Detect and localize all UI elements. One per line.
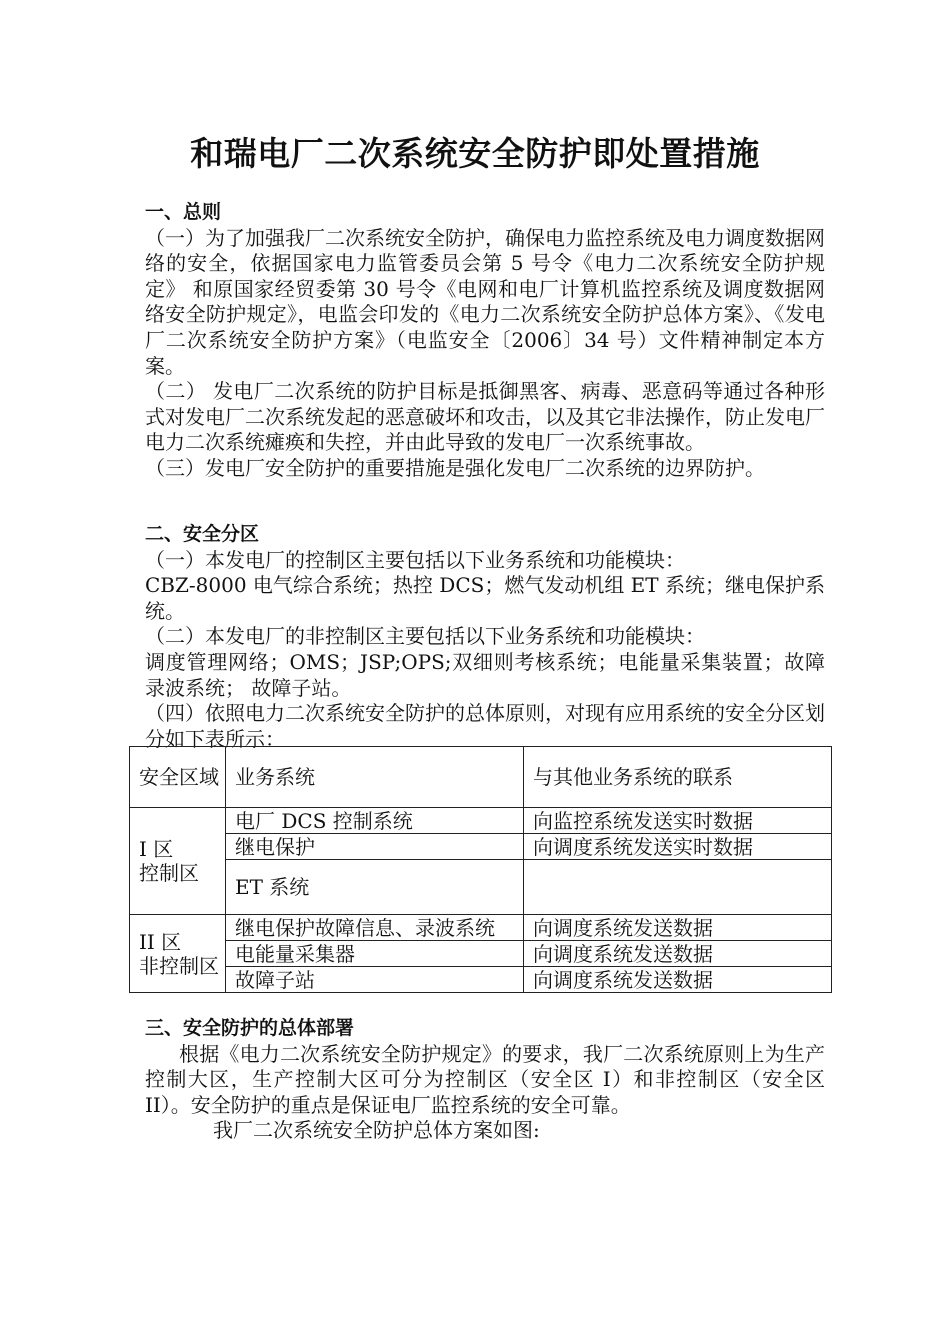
- table-row: [130, 860, 832, 915]
- paragraph: （二）本发电厂的非控制区主要包括以下业务系统和功能模块：: [145, 624, 705, 649]
- link-cell: 向调度系统发送数据: [524, 915, 832, 941]
- security-zone-table: [129, 746, 832, 993]
- paragraph: （四）依照电力二次系统安全防护的总体原则，对现有应用系统的安全分区划分如下表所示：: [145, 701, 825, 751]
- link-cell: 向调度系统发送数据: [524, 967, 832, 993]
- section-deployment: [145, 1016, 825, 1144]
- paragraph: （三）发电厂安全防护的重要措施是强化发电厂二次系统的边界防护。: [145, 455, 765, 480]
- system-cell: 继电保护: [226, 834, 524, 860]
- paragraph: 根据《电力二次系统安全防护规定》的要求，我厂二次系统原则上为生产控制大区，生产控制大区可分为控制区（安全区 I）和非控制区（安全区 II）。安全防护的重点是保证电厂监控系统的安全可靠。: [145, 1041, 825, 1117]
- zone-name: II 区: [139, 929, 182, 954]
- system-cell: ET 系统: [226, 860, 524, 915]
- section-heading: 三、安全防护的总体部署: [145, 1017, 355, 1039]
- paragraph: 我厂二次系统安全防护总体方案如图:: [213, 1118, 540, 1143]
- zone-label: 控制区: [139, 861, 199, 885]
- table-row: [130, 941, 832, 967]
- system-cell: 电能量采集器: [226, 941, 524, 967]
- table-header-cell: 安全区域: [130, 747, 226, 808]
- table-header-row: [130, 747, 832, 808]
- zone-label: 非控制区: [139, 953, 219, 978]
- zone-cell: [130, 808, 226, 915]
- system-cell: 继电保护故障信息、录波系统: [226, 915, 524, 941]
- zone-cell: [130, 915, 226, 993]
- table-row: [130, 834, 832, 860]
- paragraph: CBZ-8000 电气综合系统；热控 DCS；燃气发动机组 ET 系统；继电保护系统。: [145, 573, 825, 623]
- link-cell: 向监控系统发送实时数据: [524, 808, 832, 834]
- section-general: [145, 200, 825, 482]
- section-heading: 二、安全分区: [145, 523, 260, 545]
- paragraph: （一）为了加强我厂二次系统安全防护，确保电力监控系统及电力调度数据网络的安全，依据国家电力监管委员会第 5 号令《电力二次系统安全防护规定》 和原国家经贸委第 30 号令《电网和电厂计算机监控系统及调度数据网络安全防护规定》，电监会印发的《电力二次系统安全防护总体方案》、《发电厂二次系统安全防护方案》（电监安全〔2006〕34 号）文件精神制定本方案。: [145, 225, 825, 378]
- zone-name: I 区: [139, 837, 174, 861]
- table-header-cell: 与其他业务系统的联系: [524, 747, 832, 808]
- document-title: 和瑞电厂二次系统安全防护即处置措施: [190, 134, 760, 173]
- paragraph: （二） 发电厂二次系统的防护目标是抵御黑客、病毒、恶意码等通过各种形式对发电厂二次系统发起的恶意破坏和攻击，以及其它非法操作，防止发电厂电力二次系统瘫痪和失控，并由此导致的发电厂一次系统事故。: [145, 379, 825, 455]
- system-cell: 电厂 DCS 控制系统: [226, 808, 524, 834]
- section-heading: 一、总则: [145, 201, 222, 223]
- link-cell: 向调度系统发送数据: [524, 941, 832, 967]
- table-row: [130, 967, 832, 993]
- paragraph: （一）本发电厂的控制区主要包括以下业务系统和功能模块：: [145, 547, 685, 572]
- table-row: [130, 808, 832, 834]
- link-cell: [524, 860, 832, 915]
- system-cell: 故障子站: [226, 967, 524, 993]
- link-cell: 向调度系统发送实时数据: [524, 834, 832, 860]
- table-row: [130, 915, 832, 941]
- section-zones: [145, 522, 825, 752]
- table-header-cell: 业务系统: [226, 747, 524, 808]
- paragraph: 调度管理网络；OMS；JSP;OPS;双细则考核系统；电能量采集装置；故障录波系统； 故障子站。: [145, 649, 825, 700]
